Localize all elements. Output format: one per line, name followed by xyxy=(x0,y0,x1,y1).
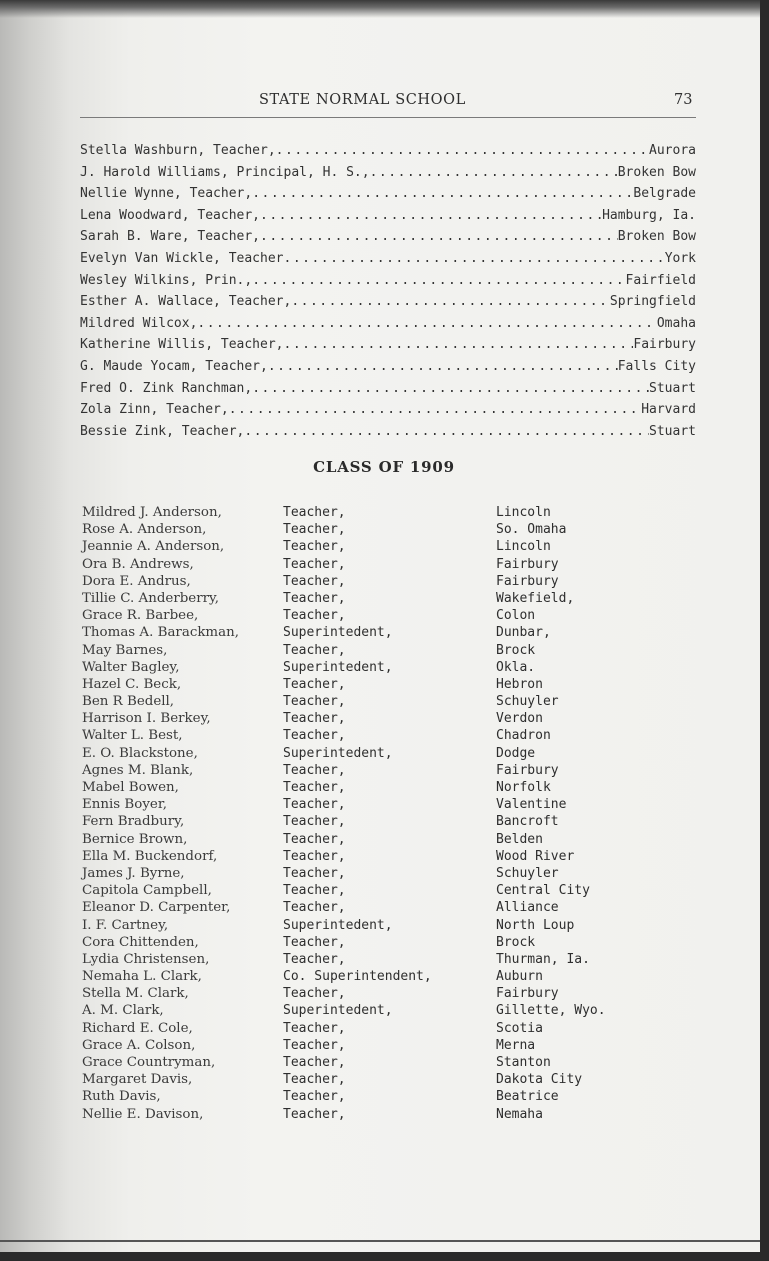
entry-name: Fred O. Zink Ranchman, xyxy=(80,380,253,396)
entry-place: Harvard xyxy=(641,402,696,418)
roster-name: Dora E. Andrus, xyxy=(82,573,191,589)
roster-occupation: Teacher, xyxy=(283,934,346,950)
roster-town: Schuyler xyxy=(496,865,559,881)
scan-border-bottom xyxy=(0,1252,769,1261)
roster-name: Cora Chittenden, xyxy=(82,934,199,950)
roster-row xyxy=(82,1002,702,1019)
entry-place: Hamburg, Ia. xyxy=(602,207,696,223)
roster-town: So. Omaha xyxy=(496,522,567,538)
roster-town: Dodge xyxy=(496,745,536,761)
roster-row xyxy=(82,968,702,985)
roster-town: Brock xyxy=(496,642,536,658)
roster-occupation: Teacher, xyxy=(283,814,346,830)
roster-name: Eleanor D. Carpenter, xyxy=(82,900,231,916)
roster-occupation: Teacher, xyxy=(283,1037,346,1053)
roster-occupation: Teacher, xyxy=(283,573,346,589)
entry-place: Fairfield xyxy=(625,272,696,288)
entry-name: J. Harold Williams, Principal, H. S., xyxy=(80,164,370,180)
roster-row xyxy=(82,882,702,899)
roster-town: Verdon xyxy=(496,711,543,727)
roster-town: Nemaha xyxy=(496,1106,543,1122)
roster-name: May Barnes, xyxy=(82,642,168,658)
roster-town: Central City xyxy=(496,883,590,899)
roster-name: Walter Bagley, xyxy=(82,659,180,675)
roster-name: Capitola Campbell, xyxy=(82,883,212,899)
roster-name: A. M. Clark, xyxy=(82,1003,164,1019)
roster-name: Grace Countryman, xyxy=(82,1055,216,1070)
roster-row xyxy=(82,607,702,624)
entry-place: Stuart xyxy=(649,380,696,396)
alumni-entry xyxy=(80,140,696,162)
alumni-entry xyxy=(80,162,696,184)
roster-town: Fairbury xyxy=(496,573,559,589)
entry-name: Katherine Willis, Teacher, xyxy=(80,337,284,353)
roster-occupation: Teacher, xyxy=(283,608,346,624)
alumni-entry xyxy=(80,248,696,270)
roster-occupation: Superintedent, xyxy=(283,745,393,761)
entry-place: Broken Bow xyxy=(617,229,696,245)
roster-town: Stanton xyxy=(496,1055,551,1070)
roster-row xyxy=(82,917,702,934)
entry-place: Springfield xyxy=(609,294,696,310)
roster-occupation: Teacher, xyxy=(283,762,346,778)
entry-place: Fairbury xyxy=(633,337,696,353)
roster-name: E. O. Blackstone, xyxy=(82,745,198,761)
alumni-entry xyxy=(80,334,696,356)
roster-town: Lincoln xyxy=(496,539,551,555)
roster-town: Belden xyxy=(496,831,543,847)
roster-row xyxy=(82,899,702,916)
roster-town: Beatrice xyxy=(496,1089,559,1105)
alumni-entry xyxy=(80,291,696,313)
roster-row xyxy=(82,1071,702,1088)
roster-name: Nellie E. Davison, xyxy=(82,1106,204,1122)
roster-row xyxy=(82,590,702,607)
roster-town: Fairbury xyxy=(496,986,559,1002)
entry-place: Stuart xyxy=(649,423,696,439)
roster-name: Nemaha L. Clark, xyxy=(82,969,202,985)
roster-row xyxy=(82,521,702,538)
roster-name: Hazel C. Beck, xyxy=(82,676,182,692)
roster-row xyxy=(82,796,702,813)
roster-town: Merna xyxy=(496,1037,536,1053)
leader-dots xyxy=(276,140,649,162)
leader-dots xyxy=(252,378,649,400)
page-number: 73 xyxy=(674,92,693,108)
roster-name: Harrison I. Berkey, xyxy=(82,711,211,727)
roster-name: I. F. Cartney, xyxy=(82,917,169,933)
roster-row xyxy=(82,538,702,555)
roster-row xyxy=(82,1054,702,1071)
roster-occupation: Teacher, xyxy=(283,694,346,710)
leader-dots xyxy=(229,399,641,421)
alumni-entry xyxy=(80,183,696,205)
running-head: STATE NORMAL SCHOOL xyxy=(259,92,466,108)
roster-occupation: Teacher, xyxy=(283,1089,346,1105)
roster-row xyxy=(82,848,702,865)
roster-row xyxy=(82,693,702,710)
roster-row xyxy=(82,727,702,744)
entry-name: G. Maude Yocam, Teacher, xyxy=(80,358,268,374)
roster-name: Stella M. Clark, xyxy=(82,986,189,1002)
roster-name: Grace R. Barbee, xyxy=(82,608,199,624)
roster-town: Valentine xyxy=(496,797,567,813)
roster-occupation: Teacher, xyxy=(283,728,346,744)
roster-row xyxy=(82,985,702,1002)
entry-name: Zola Zinn, Teacher, xyxy=(80,402,229,418)
roster-name: Grace A. Colson, xyxy=(82,1037,196,1053)
entry-place: Aurora xyxy=(649,143,696,158)
roster-occupation: Teacher, xyxy=(283,676,346,692)
roster-town: Scotia xyxy=(496,1020,543,1036)
roster-row xyxy=(82,1106,702,1123)
entry-name: Esther A. Wallace, Teacher, xyxy=(80,294,292,310)
roster-town: Brock xyxy=(496,934,536,950)
roster-row xyxy=(82,813,702,830)
roster-occupation: Co. Superintendent, xyxy=(283,969,432,985)
roster-town: Okla. xyxy=(496,659,536,675)
roster-occupation: Teacher, xyxy=(283,556,346,572)
roster-occupation: Teacher, xyxy=(283,900,346,916)
roster-name: Ora B. Andrews, xyxy=(82,556,194,572)
roster-row xyxy=(82,865,702,882)
entry-place: Falls City xyxy=(617,358,696,374)
entry-name: Lena Woodward, Teacher, xyxy=(80,207,261,223)
roster-town: Fairbury xyxy=(496,556,559,572)
class-heading xyxy=(0,458,760,476)
roster-town: Dunbar, xyxy=(496,625,551,641)
leader-dots xyxy=(284,334,634,356)
roster-name: Mabel Bowen, xyxy=(82,780,179,795)
roster-row xyxy=(82,659,702,676)
entry-name: Sarah B. Ware, Teacher, xyxy=(80,229,261,245)
roster-row xyxy=(82,573,702,590)
roster-name: Rose A. Anderson, xyxy=(82,522,207,538)
entry-name: Stella Washburn, Teacher, xyxy=(80,143,276,158)
roster-town: Wood River xyxy=(496,848,575,864)
scan-border-right xyxy=(760,0,769,1261)
alumni-entry xyxy=(80,270,696,292)
roster-name: Walter L. Best, xyxy=(82,728,183,744)
roster-occupation: Teacher, xyxy=(283,1055,346,1070)
page-header xyxy=(0,92,760,112)
roster-town: Alliance xyxy=(496,900,559,916)
entry-place: Belgrade xyxy=(633,186,696,202)
roster-name: Mildred J. Anderson, xyxy=(82,505,222,520)
entry-place: Broken Bow xyxy=(617,164,696,180)
roster-town: Hebron xyxy=(496,676,543,692)
roster-town: Wakefield, xyxy=(496,590,575,606)
roster-occupation: Teacher, xyxy=(283,831,346,847)
roster-name: Fern Bradbury, xyxy=(82,814,185,830)
leader-dots xyxy=(244,421,649,443)
roster-town: Thurman, Ia. xyxy=(496,951,590,967)
roster-town: Lincoln xyxy=(496,505,551,520)
alumni-entry xyxy=(80,313,696,335)
roster-occupation: Superintedent, xyxy=(283,917,393,933)
roster-town: Auburn xyxy=(496,969,543,985)
roster-town: Bancroft xyxy=(496,814,559,830)
entry-name: Evelyn Van Wickle, Teacher xyxy=(80,250,284,266)
class-heading-text: CLASS OF 1909 xyxy=(313,458,455,476)
roster-row xyxy=(82,710,702,727)
roster-occupation: Teacher, xyxy=(283,1020,346,1036)
leader-dots xyxy=(268,356,618,378)
roster-town: Colon xyxy=(496,608,536,624)
roster-town: Dakota City xyxy=(496,1072,583,1088)
roster-occupation: Teacher, xyxy=(283,797,346,813)
roster-row xyxy=(82,762,702,779)
roster-occupation: Teacher, xyxy=(283,1072,346,1088)
roster-row xyxy=(82,1020,702,1037)
entry-place: York xyxy=(664,250,696,266)
roster-town: Schuyler xyxy=(496,694,559,710)
roster-occupation: Teacher, xyxy=(283,848,346,864)
roster-name: James J. Byrne, xyxy=(82,865,185,881)
roster-name: Thomas A. Barackman, xyxy=(82,625,239,641)
roster-row xyxy=(82,676,702,693)
entry-place: Omaha xyxy=(656,315,696,331)
roster-name: Ben R Bedell, xyxy=(82,694,175,710)
roster-row xyxy=(82,951,702,968)
alumni-entry xyxy=(80,399,696,421)
roster-name: Ennis Boyer, xyxy=(82,797,168,813)
roster-occupation: Superintedent, xyxy=(283,1003,393,1019)
alumni-entry xyxy=(80,205,696,227)
entry-name: Mildred Wilcox, xyxy=(80,315,198,331)
roster-row xyxy=(82,556,702,573)
roster-row xyxy=(82,1037,702,1054)
leader-dots xyxy=(291,291,610,313)
alumni-entry xyxy=(80,226,696,248)
leader-dots xyxy=(284,248,665,270)
roster-town: Norfolk xyxy=(496,780,551,795)
roster-occupation: Superintedent, xyxy=(283,659,393,675)
header-rule xyxy=(80,117,696,118)
alumni-entry xyxy=(80,421,696,443)
roster-row xyxy=(82,504,702,521)
roster-occupation: Teacher, xyxy=(283,780,346,795)
roster-occupation: Teacher, xyxy=(283,711,346,727)
roster-row xyxy=(82,745,702,762)
roster-name: Agnes M. Blank, xyxy=(82,762,194,778)
roster-occupation: Teacher, xyxy=(283,590,346,606)
leader-dots xyxy=(197,313,656,335)
roster-occupation: Teacher, xyxy=(283,539,346,555)
leader-dots xyxy=(370,162,618,184)
leader-dots xyxy=(260,205,602,227)
roster-name: Tillie C. Anderberry, xyxy=(82,590,220,606)
roster-row xyxy=(82,934,702,951)
alumni-entry xyxy=(80,378,696,400)
roster-town: Gillette, Wyo. xyxy=(496,1003,606,1019)
entry-name: Wesley Wilkins, Prin., xyxy=(80,272,253,288)
alumni-entry-list xyxy=(80,140,696,442)
roster-row xyxy=(82,1088,702,1105)
alumni-entry xyxy=(80,356,696,378)
roster-name: Margaret Davis, xyxy=(82,1072,193,1088)
roster-occupation: Teacher, xyxy=(283,883,346,899)
roster-occupation: Teacher, xyxy=(283,865,346,881)
roster-occupation: Superintedent, xyxy=(283,625,393,641)
roster-occupation: Teacher, xyxy=(283,642,346,658)
roster-name: Bernice Brown, xyxy=(82,831,188,847)
leader-dots xyxy=(252,270,625,292)
roster-occupation: Teacher, xyxy=(283,522,346,538)
roster-town: North Loup xyxy=(496,917,575,933)
roster-name: Ella M. Buckendorf, xyxy=(82,848,218,864)
roster-occupation: Teacher, xyxy=(283,951,346,967)
roster-name: Richard E. Cole, xyxy=(82,1020,193,1036)
roster-occupation: Teacher, xyxy=(283,986,346,1002)
roster-row xyxy=(82,642,702,659)
roster-row xyxy=(82,779,702,796)
roster-occupation: Teacher, xyxy=(283,505,346,520)
roster-row xyxy=(82,624,702,641)
leader-dots xyxy=(260,226,618,248)
page-bottom-edge xyxy=(0,1240,760,1242)
roster-name: Ruth Davis, xyxy=(82,1089,161,1105)
entry-name: Bessie Zink, Teacher, xyxy=(80,423,245,439)
scan-shadow-top xyxy=(0,0,760,18)
roster-name: Jeannie A. Anderson, xyxy=(82,539,225,555)
leader-dots xyxy=(252,183,633,205)
roster-town: Fairbury xyxy=(496,762,559,778)
roster-town: Chadron xyxy=(496,728,551,744)
class-roster xyxy=(82,504,702,1123)
roster-row xyxy=(82,831,702,848)
entry-name: Nellie Wynne, Teacher, xyxy=(80,186,253,202)
roster-occupation: Teacher, xyxy=(283,1106,346,1122)
roster-name: Lydia Christensen, xyxy=(82,951,210,967)
